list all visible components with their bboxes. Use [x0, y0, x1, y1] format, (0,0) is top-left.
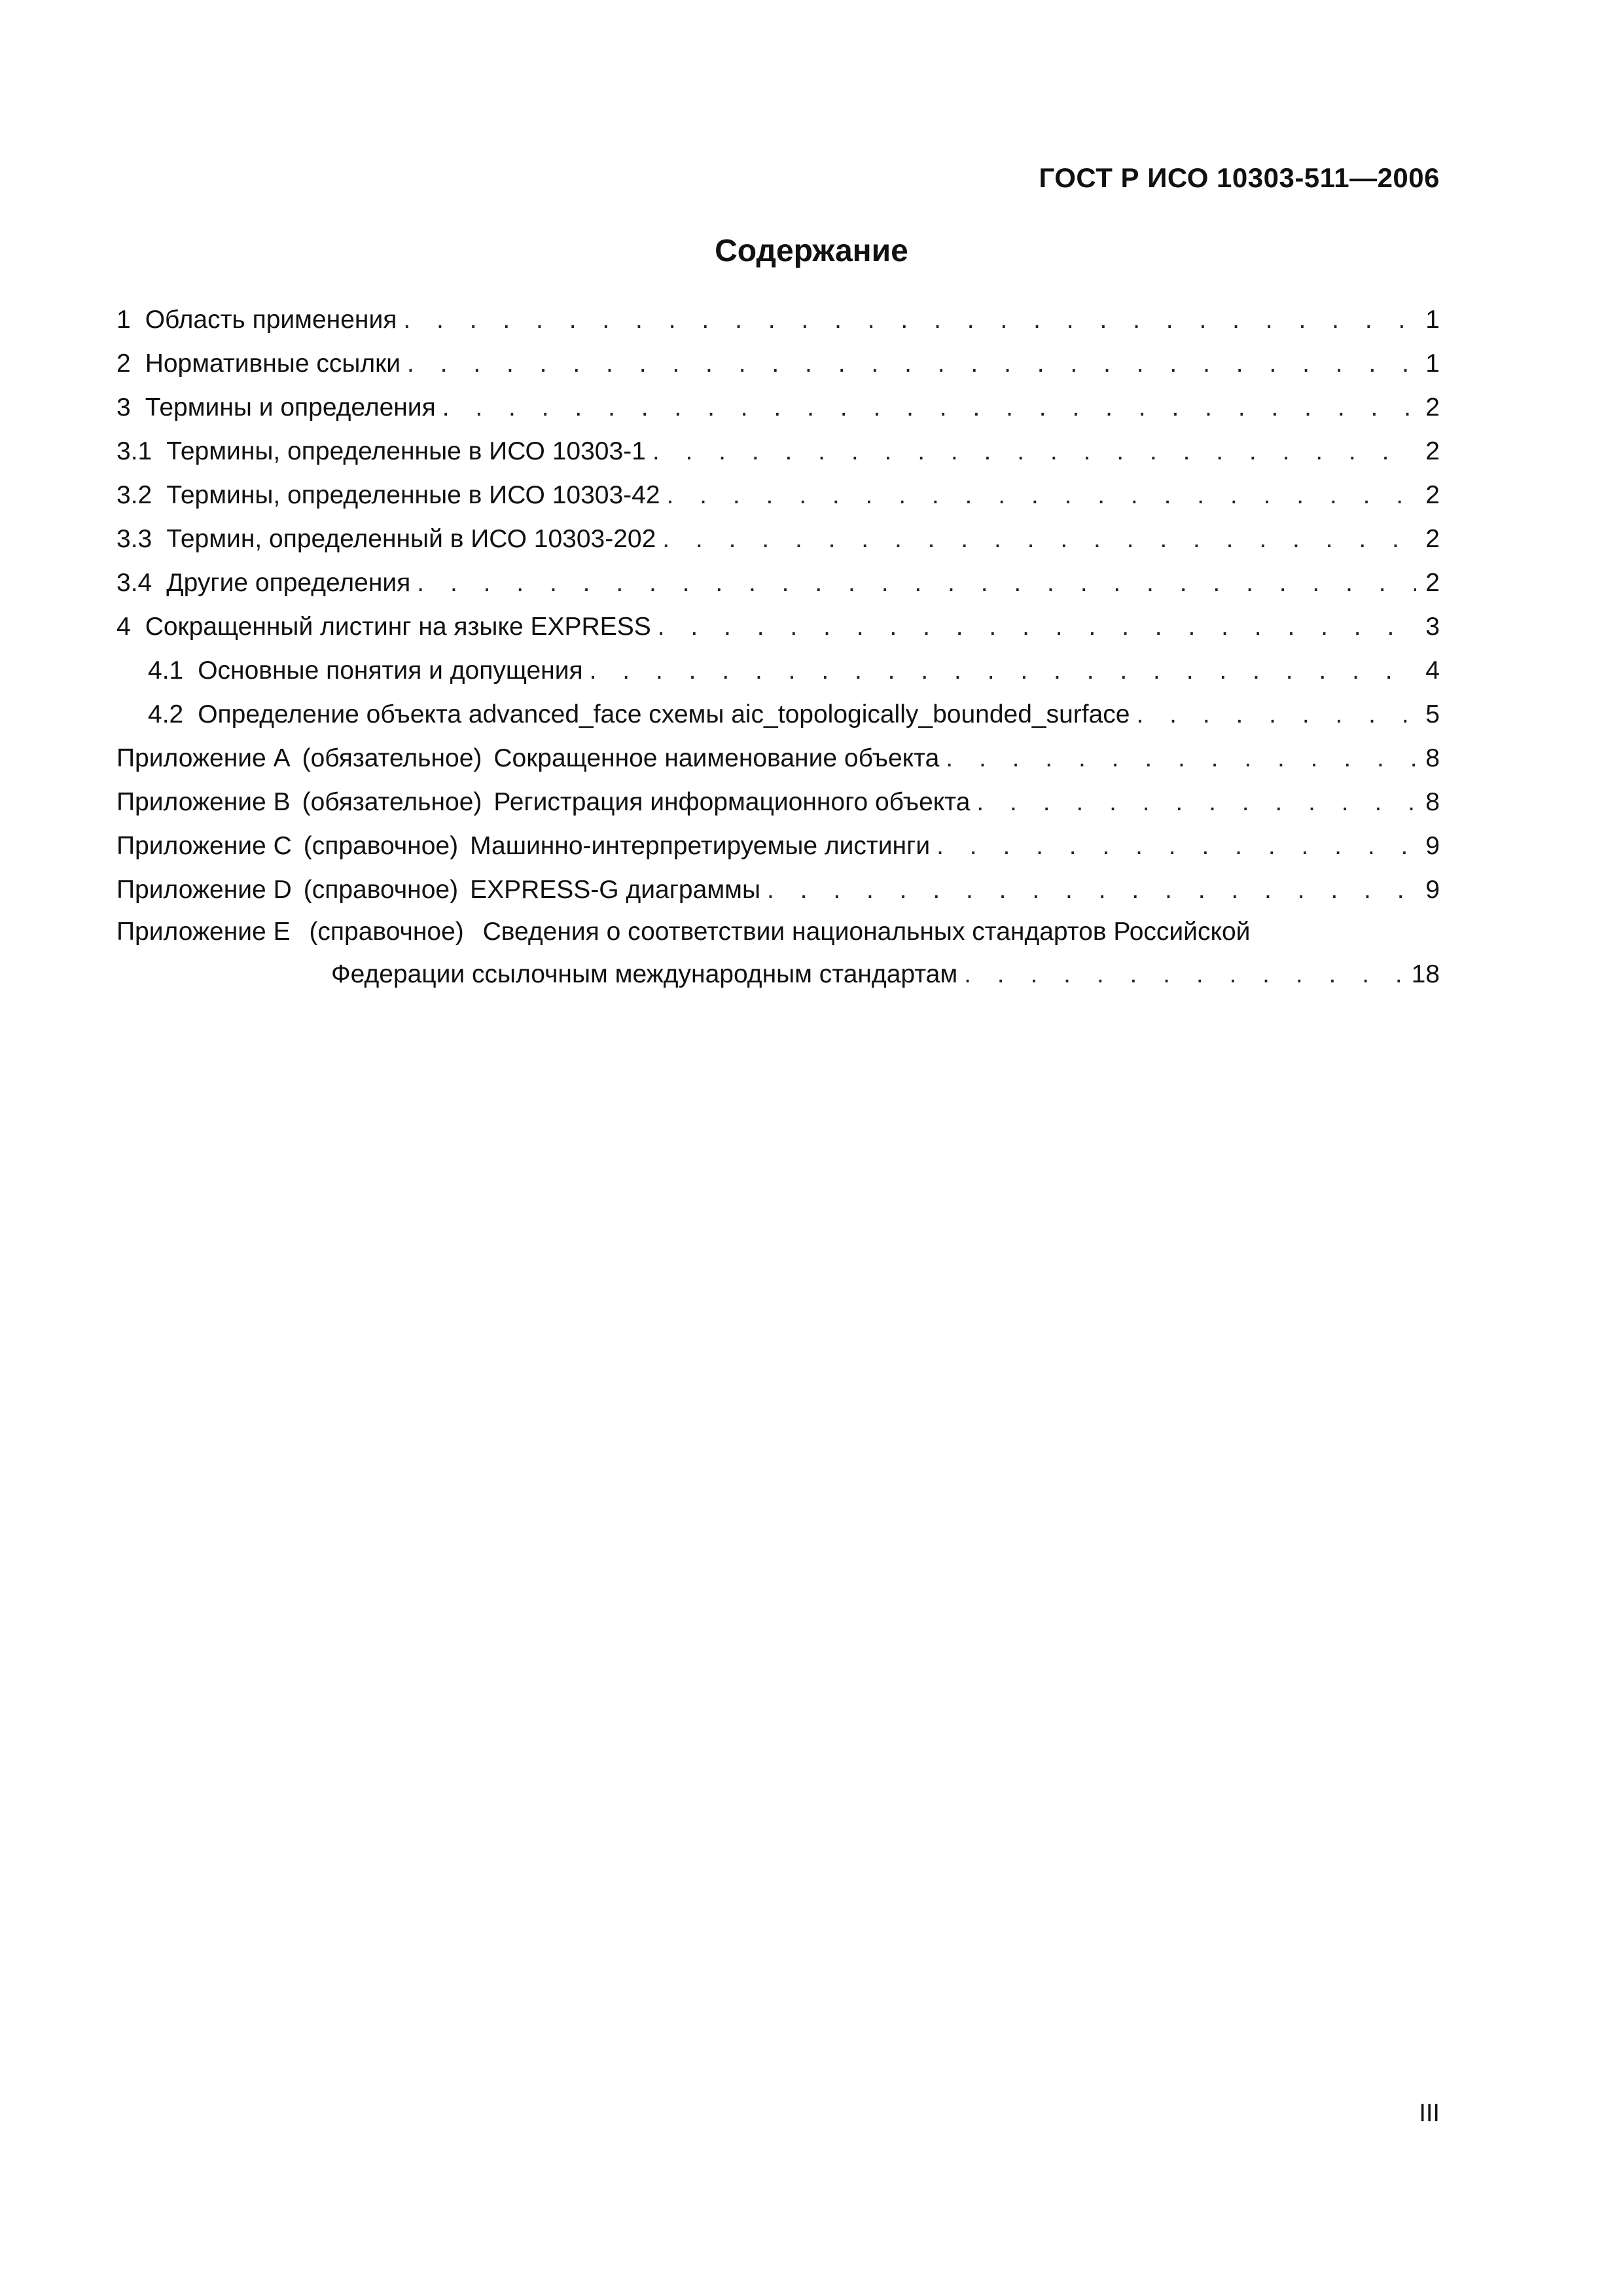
toc-entry-page: 1 [1425, 350, 1440, 378]
dot-leader [964, 952, 1402, 996]
toc-entry-title: Сокращенный листинг на языке EXPRESS [145, 613, 651, 641]
toc-entry-page: 3 [1425, 613, 1440, 641]
annex-title-continued: Федерации ссылочным международным стандартам [331, 960, 958, 988]
toc-annex-b[interactable] [116, 780, 1440, 824]
toc-entry-page: 2 [1425, 393, 1440, 422]
toc-entry-number: 2 [116, 350, 131, 378]
annex-title: Машинно-интерпретируемые листинги [470, 832, 931, 860]
toc-entry-title: Термин, определенный в ИСО 10303-202 [166, 525, 656, 553]
toc-entry-page: 18 [1411, 960, 1440, 988]
toc-entry-number: 3 [116, 393, 131, 422]
toc-entry-number: 3.1 [116, 437, 152, 465]
toc-entry-3-1[interactable] [116, 429, 1440, 473]
annex-label: Приложение B [116, 788, 291, 816]
toc-entry-4[interactable] [116, 605, 1440, 649]
dot-leader [590, 649, 1417, 692]
annex-label: Приложение E [116, 918, 291, 946]
page-number: III [1419, 2100, 1440, 2127]
toc-entry-page: 2 [1425, 525, 1440, 553]
annex-title: Регистрация информационного объекта [493, 788, 971, 816]
dot-leader [442, 386, 1417, 429]
toc-entry-page: 8 [1425, 744, 1440, 772]
annex-label: Приложение D [116, 876, 292, 904]
toc-entry-number: 4.2 [148, 700, 184, 728]
toc-entry-number: 3.2 [116, 481, 152, 509]
dot-leader [662, 517, 1416, 561]
toc-entry-2[interactable] [116, 342, 1440, 386]
toc-entry-page: 9 [1425, 832, 1440, 860]
annex-type: (справочное) [303, 876, 459, 904]
toc-annex-e[interactable] [116, 912, 1440, 996]
toc-entry-title: Основные понятия и допущения [198, 656, 583, 685]
toc-entry-page: 2 [1425, 481, 1440, 509]
toc-entry-4-1[interactable] [116, 649, 1440, 692]
toc-annex-d[interactable] [116, 868, 1440, 912]
toc-entry-page: 8 [1425, 788, 1440, 816]
toc-entry-3[interactable] [116, 386, 1440, 429]
page-title: Содержание [715, 234, 908, 268]
annex-type: (обязательное) [302, 744, 482, 772]
toc-entry-3-3[interactable] [116, 517, 1440, 561]
toc-entry-title: Термины, определенные в ИСО 10303-42 [166, 481, 660, 509]
toc-entry-number: 3.4 [116, 569, 152, 597]
toc-entry-title: Другие определения [166, 569, 411, 597]
toc-entry-page: 1 [1425, 306, 1440, 334]
toc-entry-title: Определение объекта advanced_face схемы aic_topologically_bounded_surface [198, 700, 1130, 728]
dot-leader [652, 429, 1416, 473]
toc-entry-title: Термины и определения [145, 393, 436, 422]
dot-leader [417, 561, 1416, 605]
dot-leader [936, 824, 1416, 868]
dot-leader [403, 298, 1416, 342]
toc-entry-page: 9 [1425, 876, 1440, 904]
toc-entry-number: 4.1 [148, 656, 184, 685]
annex-type: (обязательное) [302, 788, 482, 816]
toc-entry-title: Область применения [145, 306, 397, 334]
dot-leader [946, 736, 1416, 780]
toc-entry-page: 5 [1425, 700, 1440, 728]
dot-leader [667, 473, 1417, 517]
toc-entry-number: 1 [116, 306, 131, 334]
annex-title: EXPRESS-G диаграммы [470, 876, 760, 904]
document-id: ГОСТ Р ИСО 10303-511—2006 [1039, 162, 1440, 193]
toc-entry-number: 3.3 [116, 525, 152, 553]
annex-title: Сокращенное наименование объекта [493, 744, 940, 772]
toc-entry-number: 4 [116, 613, 131, 641]
toc-entry-1[interactable] [116, 298, 1440, 342]
dot-leader [658, 605, 1417, 649]
annex-label: Приложение A [116, 744, 291, 772]
toc-entry-page: 4 [1425, 656, 1440, 685]
annex-title: Сведения о соответствии национальных стандартов Российской [482, 918, 1251, 946]
toc-annex-a[interactable] [116, 736, 1440, 780]
toc-entry-page: 2 [1425, 437, 1440, 465]
toc-entry-page: 2 [1425, 569, 1440, 597]
annex-type: (справочное) [303, 832, 459, 860]
toc-entry-title: Нормативные ссылки [145, 350, 401, 378]
dot-leader [1136, 692, 1416, 736]
dot-leader [767, 868, 1416, 912]
toc-entry-title: Термины, определенные в ИСО 10303-1 [166, 437, 646, 465]
toc-annex-c[interactable] [116, 824, 1440, 868]
toc-entry-3-2[interactable] [116, 473, 1440, 517]
annex-label: Приложение C [116, 832, 292, 860]
toc-entry-3-4[interactable] [116, 561, 1440, 605]
dot-leader [976, 780, 1416, 824]
toc-entry-4-2[interactable] [116, 692, 1440, 736]
dot-leader [407, 342, 1416, 386]
table-of-contents [116, 298, 1440, 996]
annex-type: (справочное) [309, 918, 464, 946]
